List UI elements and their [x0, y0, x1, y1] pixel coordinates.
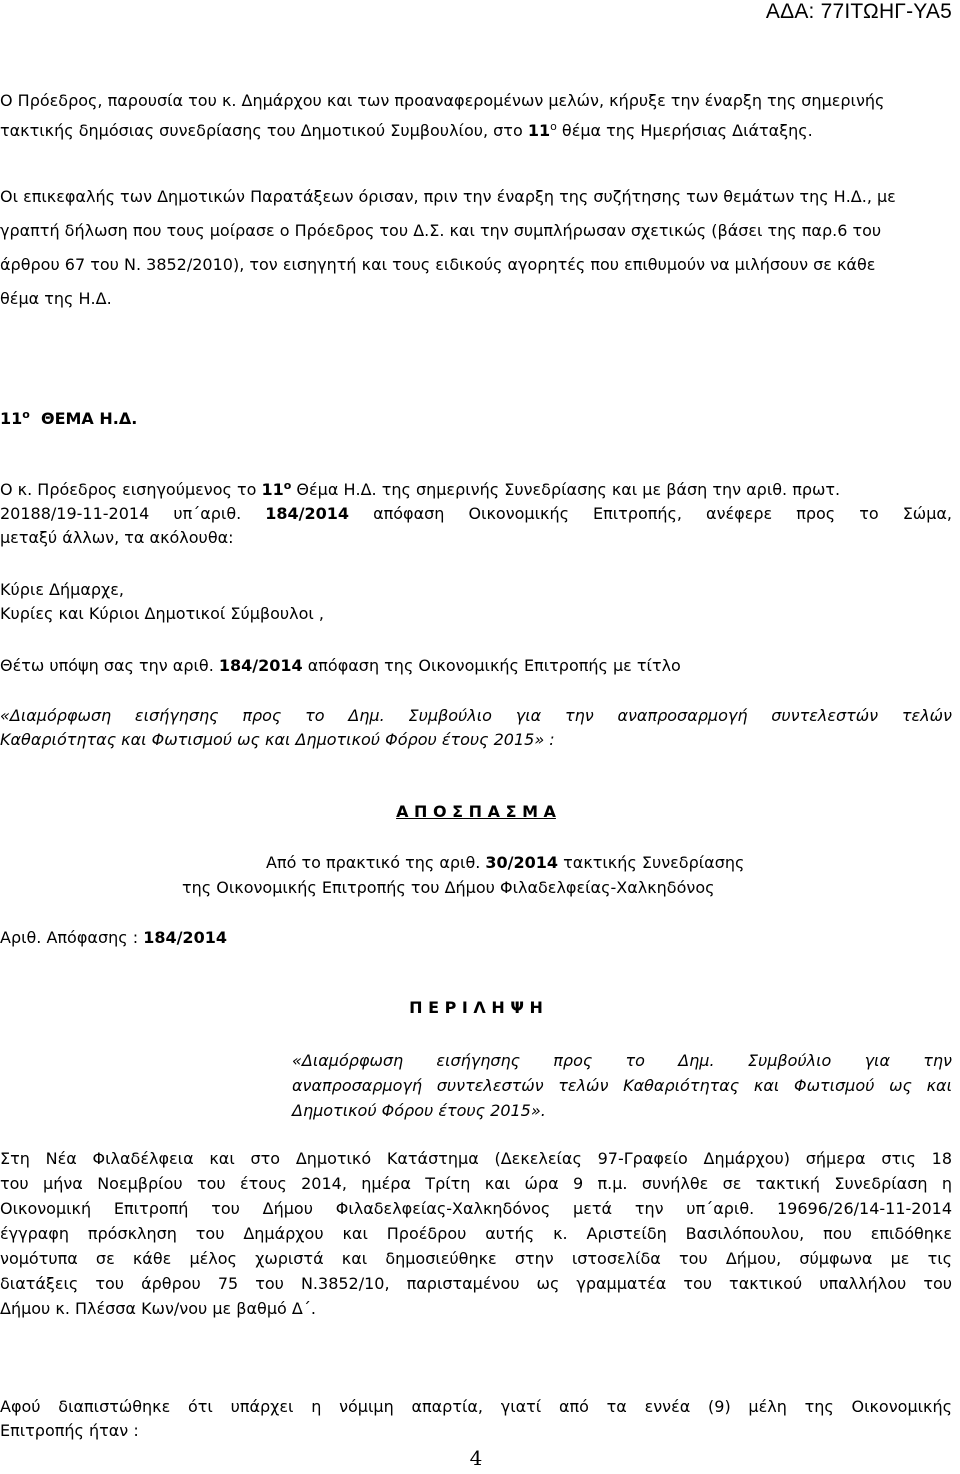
salutation [0, 578, 952, 626]
page-number: 4 [469, 1446, 483, 1470]
submit-line: Θέτω υπόψη σας την αριθ. 184/2014 απόφαση της Οικονομικής Επιτροπής με τίτλο [0, 656, 681, 675]
meeting-line-2: του μήνα Νοεμβρίου του έτους 2014, ημέρα Τρίτη και ώρα 9 π.μ. συνήλθε σε τακτική Συνεδρίαση η [0, 1174, 952, 1193]
intro-paragraph [0, 86, 952, 146]
meeting-line-4: έγγραφη πρόσκληση του Δημάρχου και Προέδρου αυτής κ. Αριστείδη Βασιλόπουλου, που επιδόθηκε [0, 1224, 952, 1243]
speakers-line-3: άρθρου 67 του Ν. 3852/2010), τον εισηγητή και τους ειδικούς αγορητές που επιθυμούν να μιλήσουν σε κάθε [0, 255, 876, 274]
intro-line-1: Ο Πρόεδρος, παρουσία του κ. Δημάρχου και των προαναφερομένων μελών, κήρυξε την έναρξη της σημερινής [0, 91, 885, 110]
meeting-line-3: Οικονομική Επιτροπή του Δήμου Φιλαδελφείας-Χαλκηδόνος μετά την υπ΄αριθ. 19696/26/14-11-2014 [0, 1199, 952, 1218]
intro-line-2: τακτικής δημόσιας συνεδρίασης του Δημοτικού Συμβουλίου, στο $11^o$ θέμα της Ημερήσιας Διάταξης. [0, 120, 813, 140]
meeting-line-7: Δήμου κ. Πλέσσα Κων/νου με βαθμό Δ΄. [0, 1299, 316, 1318]
speakers-line-4: θέμα της Η.Δ. [0, 289, 112, 308]
decision-number: Αριθ. Απόφασης : 184/2014 [0, 928, 227, 947]
meeting-line-6: διατάξεις του άρθρου 75 του Ν.3852/10, παρισταμένου ως γραμματέα του τακτικού υπαλλήλου του [0, 1274, 952, 1293]
speakers-paragraph [0, 180, 952, 316]
summary-quote [292, 1048, 952, 1123]
title-quote [0, 704, 952, 752]
quorum-paragraph [0, 1395, 952, 1443]
president-line-3: μεταξύ άλλων, τα ακόλουθα: [0, 528, 234, 547]
excerpt-from-line-1: Από το πρακτικό της αριθ. 30/2014 τακτικής Συνεδρίασης [266, 853, 745, 872]
salutation-line-1: Κύριε Δήμαρχε, [0, 580, 124, 599]
meeting-line-1: Στη Νέα Φιλαδέλφεια και στο Δημοτικό Κατάστημα (Δεκελείας 97-Γραφείο Δημάρχου) σήμερα στις 18 [0, 1149, 952, 1168]
excerpt-from-line-2: της Οικονομικής Επιτροπής του Δήμου Φιλαδελφείας-Χαλκηδόνος [182, 878, 715, 897]
salutation-line-2: Κυρίες και Κύριοι Δημοτικοί Σύμβουλοι , [0, 604, 324, 623]
ada-code: ΑΔΑ: 77ΙΤΩΗΓ-ΥΑ5 [765, 0, 952, 23]
summary-quote-line-3: Δημοτικού Φόρου έτους 2015». [292, 1101, 546, 1120]
excerpt-heading: Α Π Ο Σ Π Α Σ Μ Α [396, 802, 556, 821]
summary-heading: Π Ε Ρ Ι Λ Η Ψ Η [409, 998, 543, 1017]
meeting-paragraph [0, 1146, 952, 1321]
speakers-line-1: Οι επικεφαλής των Δημοτικών Παρατάξεων όρισαν, πριν την έναρξη της συζήτησης των θεμάτων της Η.Δ., με [0, 187, 896, 206]
summary-quote-line-1: «Διαμόρφωση εισήγησης προς το Δημ. Συμβούλιο για την [292, 1051, 952, 1070]
topic-heading: $11^o$ ΘΕΜΑ Η.Δ. [0, 408, 138, 428]
quorum-line-2: Επιτροπής ήταν : [0, 1421, 139, 1440]
title-quote-line-1: «Διαμόρφωση εισήγησης προς το Δημ. Συμβούλιο για την αναπροσαρμογή συντελεστών τελών [0, 706, 952, 725]
summary-quote-line-2: αναπροσαρμογή συντελεστών τελών Καθαριότητας και Φωτισμού ως και [292, 1076, 952, 1095]
speakers-line-2: γραπτή δήλωση που τους μοίρασε ο Πρόεδρος του Δ.Σ. και την συμπλήρωσαν σχετικώς (βάσει της παρ.6 του [0, 221, 882, 240]
title-quote-line-2: Καθαριότητας και Φωτισμού ως και Δημοτικού Φόρου έτους 2015» : [0, 730, 555, 749]
meeting-line-5: νομότυπα σε κάθε μέλος χωριστά και δημοσιεύθηκε στην ιστοσελίδα του Δήμου, σύμφωνα με τις [0, 1249, 952, 1268]
president-intro [0, 478, 952, 550]
president-line-1: Ο κ. Πρόεδρος εισηγούμενος το $11^o$ Θέμα Η.Δ. της σημερινής Συνεδρίασης και με βάση την αριθ. πρωτ. [0, 479, 841, 499]
president-line-2: 20188/19-11-2014 υπ΄αριθ. 184/2014 απόφαση Οικονομικής Επιτροπής, ανέφερε προς το Σώμα, [0, 504, 953, 523]
quorum-line-1: Αφού διαπιστώθηκε ότι υπάρχει η νόμιμη απαρτία, γιατί από τα εννέα (9) μέλη της Οικονομικής [0, 1397, 952, 1416]
